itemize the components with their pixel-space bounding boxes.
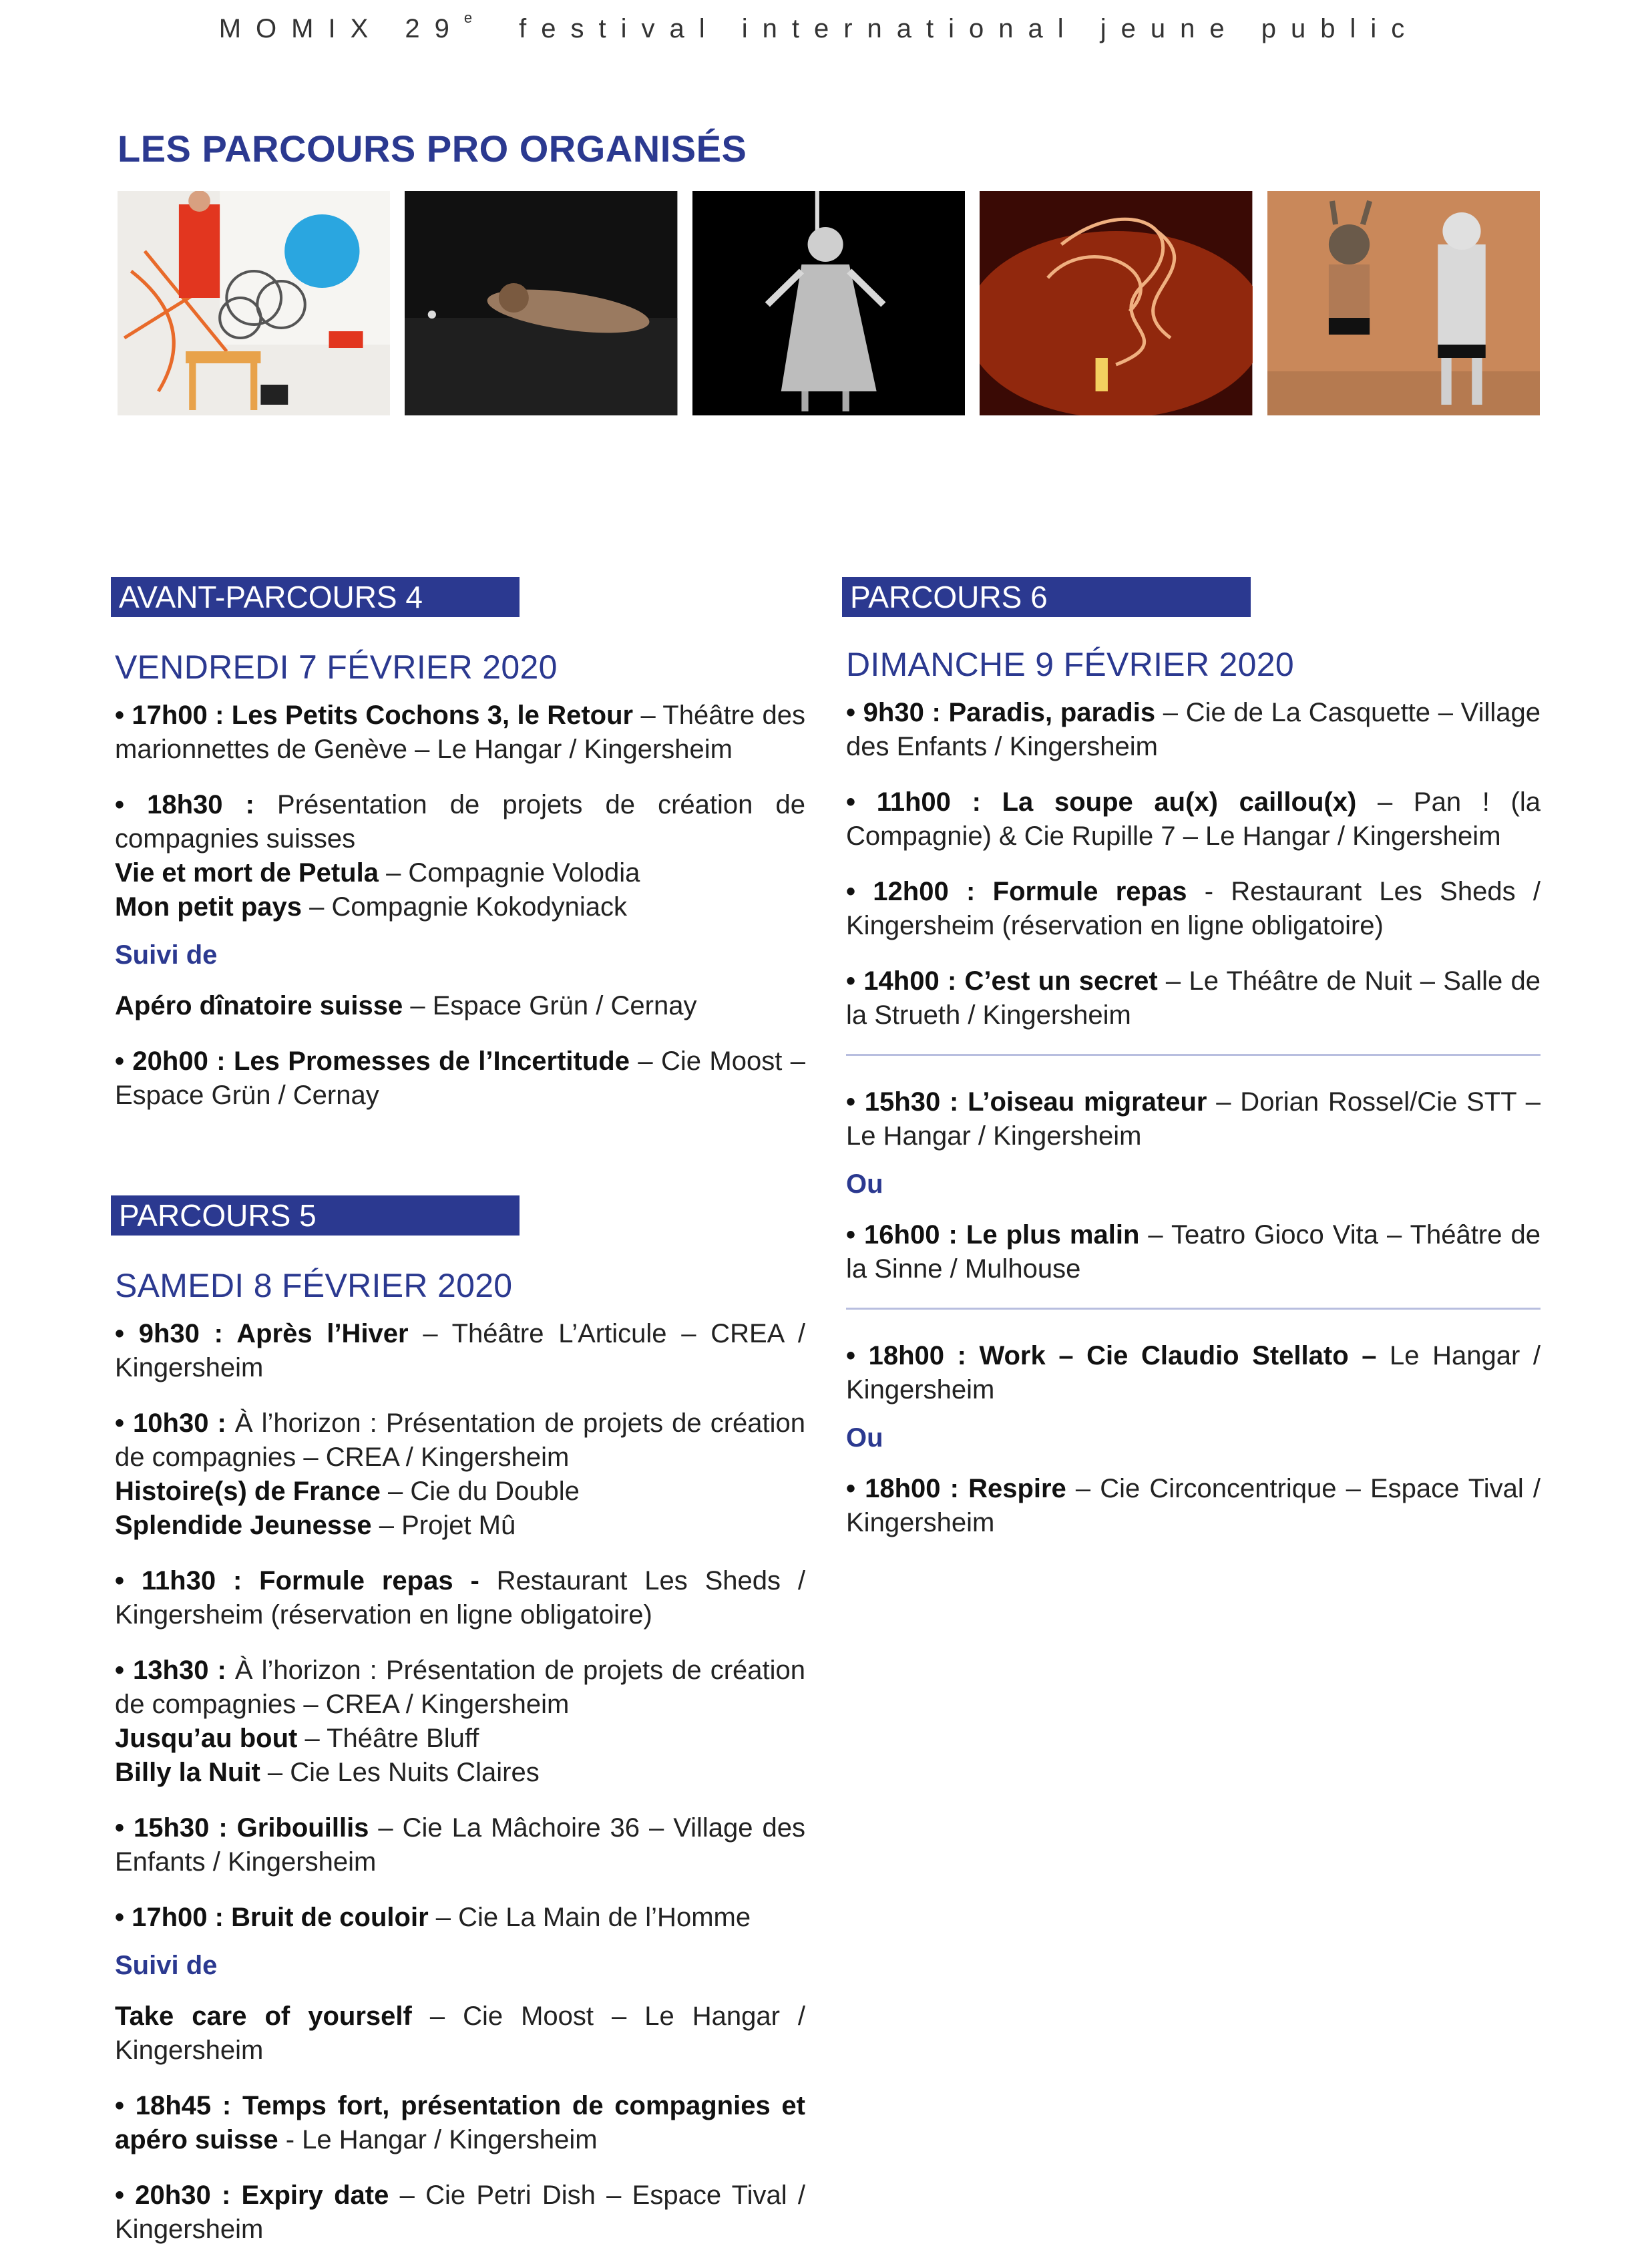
program-subentry: Splendide Jeunesse – Projet Mû (115, 1511, 516, 1540)
suivi-de-label: Suivi de (115, 940, 218, 970)
photo-strip (118, 191, 1540, 415)
program-entry: • 15h30 : Gribouillis – Cie La Mâchoire 36 – Village des Enfants / Kingersheim (115, 1813, 806, 1877)
suivi-de-label: Suivi de (115, 1951, 218, 1980)
program-entry: • 16h00 : Le plus malin – Teatro Gioco Vita – Théâtre de la Sinne / Mulhouse (846, 1220, 1541, 1284)
program-entry: • 15h30 : L’oiseau migrateur – Dorian Rossel/Cie STT – Le Hangar / Kingersheim (846, 1087, 1541, 1151)
program-entry: • 13h30 : À l’horizon : Présentation de projets de création de compagnies – CREA / Kingersheim (115, 1656, 805, 1719)
program-entry: • 18h00 : Work – Cie Claudio Stellato – Le Hangar / Kingersheim (846, 1341, 1541, 1404)
program-entry: Apéro dînatoire suisse – Espace Grün / Cernay (115, 991, 697, 1020)
header-edition-sup: e (463, 9, 473, 26)
banner-parcours-6: PARCOURS 6 (842, 577, 1251, 617)
program-subentry: Mon petit pays – Compagnie Kokodyniack (115, 892, 627, 922)
right-column (842, 577, 1541, 1561)
photo-dancer-dress (692, 191, 965, 415)
program-subentry: Vie et mort de Petula – Compagnie Volodia (115, 858, 640, 888)
program-entry: • 17h00 : Bruit de couloir – Cie La Main de l’Homme (115, 1903, 751, 1932)
separator (846, 1308, 1541, 1310)
program-subentry: Jusqu’au bout – Théâtre Bluff (115, 1724, 479, 1753)
program-subentry: Histoire(s) de France – Cie du Double (115, 1477, 580, 1506)
photo-dancer-floor (405, 191, 677, 415)
header-brand: MOMIX 29 (218, 14, 464, 43)
program-entry: • 20h00 : Les Promesses de l’Incertitude – Cie Moost – Espace Grün / Cernay (115, 1047, 806, 1110)
ou-label: Ou (846, 1169, 883, 1199)
ou-label: Ou (846, 1423, 883, 1453)
program-entry: • 18h00 : Respire – Cie Circoncentrique – Espace Tival / Kingersheim (846, 1474, 1541, 1537)
left-column (111, 577, 805, 2268)
header-tagline: festival international jeune public (519, 14, 1420, 43)
program-entry: • 12h00 : Formule repas - Restaurant Les Sheds / Kingersheim (réservation en ligne obligatoire) (846, 877, 1541, 940)
photo-painter (118, 191, 390, 415)
program-entry: Take care of yourself – Cie Moost – Le Hangar / Kingersheim (115, 2002, 805, 2065)
day-title-sunday: DIMANCHE 9 FÉVRIER 2020 (846, 646, 1294, 683)
photo-masked-dancers (1267, 191, 1540, 415)
program-entry: • 18h45 : Temps fort, présentation de compagnies et apéro suisse - Le Hangar / Kingersheim (115, 2091, 805, 2154)
program-entry: • 18h30 : Présentation de projets de création de compagnies suisses (115, 790, 806, 854)
program-entry: • 14h00 : C’est un secret – Le Théâtre de Nuit – Salle de la Strueth / Kingersheim (846, 966, 1541, 1030)
photo-fire-ropes (980, 191, 1252, 415)
program-entry: • 20h30 : Expiry date – Cie Petri Dish – Espace Tival / Kingersheim (115, 2181, 805, 2244)
page-title: LES PARCOURS PRO ORGANISÉS (118, 128, 747, 170)
banner-avant-parcours-4: AVANT-PARCOURS 4 (111, 577, 520, 617)
page-header (0, 9, 1638, 44)
day-title-saturday: SAMEDI 8 FÉVRIER 2020 (115, 1267, 513, 1304)
day-title-friday: VENDREDI 7 FÉVRIER 2020 (115, 648, 558, 686)
program-entry: • 11h30 : Formule repas - Restaurant Les Sheds / Kingersheim (réservation en ligne obligatoire) (115, 1566, 806, 1630)
program-entry: • 11h00 : La soupe au(x) caillou(x) – Pan ! (la Compagnie) & Cie Rupille 7 – Le Hangar / Kingersheim (846, 787, 1541, 851)
program-entry: • 9h30 : Après l’Hiver – Théâtre L’Articule – CREA / Kingersheim (115, 1319, 805, 1382)
program-entry: • 17h00 : Les Petits Cochons 3, le Retour – Théâtre des marionnettes de Genève – Le Hangar / Kingersheim (115, 701, 805, 764)
separator (846, 1054, 1541, 1056)
program-entry: • 9h30 : Paradis, paradis – Cie de La Casquette – Village des Enfants / Kingersheim (846, 698, 1541, 761)
program-subentry: Billy la Nuit – Cie Les Nuits Claires (115, 1758, 540, 1787)
program-entry: • 10h30 : À l’horizon : Présentation de projets de création de compagnies – CREA / Kingersheim (115, 1408, 805, 1472)
banner-parcours-5: PARCOURS 5 (111, 1195, 520, 1236)
